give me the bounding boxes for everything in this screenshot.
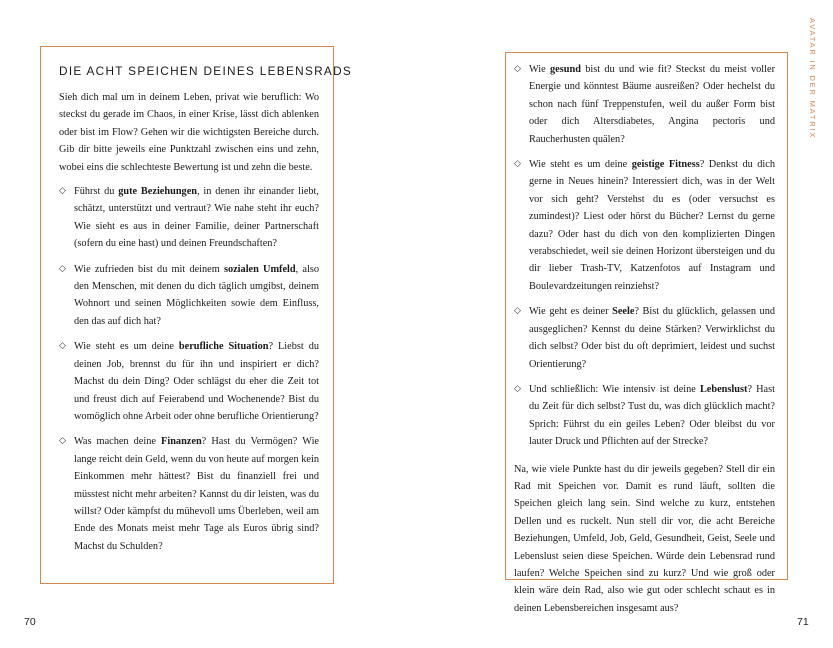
list-item: ◇ Wie zufrieden bist du mit deinem sozialen Umfeld, also den Menschen, mit denen du dich täglich umgibst, deinem Wohnort und seinen Möglichkeiten sowie dem Einfluss, den das auf dich hat? <box>59 261 319 331</box>
page-number-right: 71 <box>797 616 809 628</box>
list-item: ◇ Führst du gute Beziehungen, in denen ihr einander liebt, schätzt, unterstützt und vertraut? Wie nahe steht ihr euch? Wie sieht es aus in deiner Familie, deiner Partnerschaft (sofern du eine hast) und deinen Freundschaften? <box>59 183 319 253</box>
diamond-bullet-icon: ◇ <box>59 263 66 274</box>
diamond-bullet-icon: ◇ <box>514 159 521 170</box>
diamond-bullet-icon: ◇ <box>514 306 521 317</box>
list-item: ◇ Und schließlich: Wie intensiv ist deine Lebenslust? Hast du Zeit für dich selbst? Tust du, was dich glücklich macht? Sprich: Führst du ein geiles Leben? Oder bleibst du vor lauter Druck und Pflichten auf der Strecke? <box>514 381 775 451</box>
diamond-bullet-icon: ◇ <box>514 64 521 74</box>
intro-paragraph: Sieh dich mal um in deinem Leben, privat wie beruflich: Wo steckst du gerade im Chaos, in einer Krise, lässt dich ablenken oder bist im Flow? Gehen wir die wichtigsten Bereiche durch. Gib dir bitte jeweils eine Punktzahl zwischen eins und zehn, wobei eins die schlechteste Bewertung ist und zehn die beste. <box>59 92 319 173</box>
diamond-bullet-icon: ◇ <box>59 436 66 447</box>
left-info-box <box>40 46 353 584</box>
list-item: ◇ Wie gesund bist du und wie fit? Steckst du meist voller Energie und könntest Bäume ausreißen? Oder hechelst du schon nach fünf Treppenstufen, weil du außer Form bist oder dich Altersdiabetes, Angina pectoris und Raucherhusten quälen? <box>514 61 775 148</box>
diamond-bullet-icon: ◇ <box>514 383 521 394</box>
right-info-box <box>505 52 788 614</box>
outro-paragraph: Na, wie viele Punkte hast du dir jeweils gegeben? Stell dir ein Rad mit Speichen vor. Damit es rund läuft, sollten die Speichen gleich lang sein. Sind welche zu kurz, entstehen Dellen und es ruckelt. Nun stell dir vor, die acht Bereiche Beziehungen, Umfeld, Job, Geld, Gesundheit, Geist, Seele und Lebenslust seien diese Speichen. Würde dein Lebensrad rund laufen? Welche Speichen sind zu kurz? Und wie groß oder klein wäre dein Rad, also wie gut oder schlecht schaut es in deinen Lebensbereichen insgesamt aus? <box>514 463 775 614</box>
running-head: AVATAR IN DER MATRIX <box>808 18 817 140</box>
list-item: ◇ Wie steht es um deine berufliche Situation? Liebst du deinen Job, brennst du für ihn und inspiriert er dich? Machst du dein Ding? Oder schlägst du eher die Zeit tot und freust dich auf Feierabend und Wochenende? Bist du womöglich ohne Arbeit oder ohne berufliche Orientierung? <box>59 338 319 425</box>
list-item: ◇ Was machen deine Finanzen? Hast du Vermögen? Wie lange reicht dein Geld, wenn du von heute auf morgen kein Einkommen mehr hättest? Bist du finanziell frei und müsstest nicht mehr arbeiten? Kannst du dir leisten, was du willst? Oder kämpfst du mühevoll ums Überleben, weil am Ende des Monats meist mehr Tage als Euros übrig sind? Machst du Schulden? <box>59 433 319 555</box>
page-number-left: 70 <box>24 616 36 628</box>
diamond-bullet-icon: ◇ <box>59 186 66 197</box>
diamond-bullet-icon: ◇ <box>59 341 66 352</box>
right-question-list <box>514 61 775 451</box>
box-title: DIE ACHT SPEICHEN DEINES LEBENSRADS <box>59 64 353 78</box>
list-item: ◇ Wie geht es deiner Seele? Bist du glücklich, gelassen und ausgeglichen? Kennst du deine Stärken? Verwirklichst du dich selbst? Oder bist du oft deprimiert, leidest und suchst Orientierung? <box>514 303 775 373</box>
left-question-list <box>59 183 319 555</box>
list-item: ◇ Wie steht es um deine geistige Fitness? Denkst du dich gerne in Neues hinein? Interessiert dich, was in der Welt vor sich geht? Verstehst du es (oder versuchst es zumindest)? Liest oder hörst du Bücher? Lernst du gerne dazu? Oder hast du dich von den komplizierten Dingen verabschiedet, weil sie deinen Horizont übersteigen und du dir lieber Trash-TV, Katzenfotos auf Instagram und Boulevardzeitungen reinziehst? <box>514 156 775 295</box>
